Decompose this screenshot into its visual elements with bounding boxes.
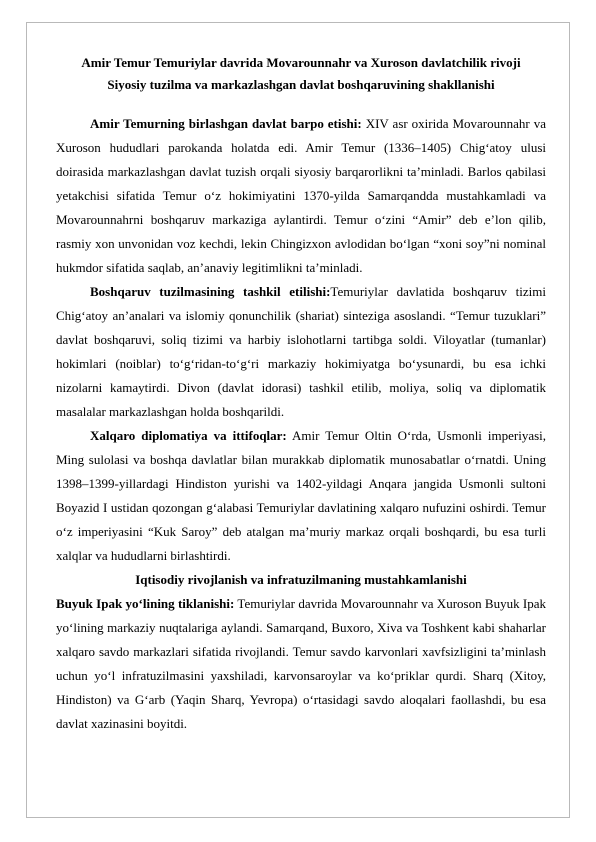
paragraph-lead: Xalqaro diplomatiya va ittifoqlar: [90,428,287,443]
paragraph-text: Temuriylar davlatida boshqaruv tizimi Chig‘atoy an’analari va islomiy qonunchilik (shariat) sinteziga asoslandi. “Temur tuzuklari” davlat boshqaruvi, soliq tizimi va harbiy islohotlarni tartibga soldi. Viloyatlar (tumanlar) hokimlari (noiblar) to‘g‘ridan-to‘g‘ri markaziy hokimiyatga bo‘ysunardi, bu esa ichki nizolarni kamaytirdi. Divon (davlat idorasi) tashkil etilib, moliya, soliq va diplomatik masalalar markazlashgan holda boshqarildi. [56,284,546,419]
paragraph-diplomacy [56,424,546,568]
document-title: Amir Temur Temuriylar davrida Movarounnahr va Xuroson davlatchilik rivoji [81,55,521,70]
paragraph-unified-state [56,112,546,280]
paragraph-text: Temuriylar davrida Movarounnahr va Xuroson Buyuk Ipak yo‘lining markaziy nuqtalariga aylandi. Samarqand, Buxoro, Xiva va Toshkent kabi shaharlar xalqaro savdo markazlari sifatida rivojlandi. Temur savdo karvonlari xavfsizligini ta’minlash uchun yo‘l infratuzilmasini yaxshiladi, karvonsaroylar va ko‘priklar qurdi. Sharq (Xitoy, Hindiston) va G‘arb (Yaqin Sharq, Yevropa) o‘rtasidagi savdo aloqalari faollashdi, bu esa davlat xazinasini boyitdi. [56,596,547,731]
paragraph-text: XIV asr oxirida Movarounnahr va Xuroson hududlari parokanda holatda edi. Amir Temur (1336–1405) Chig‘atoy ulusi doirasida markazlashgan davlat tuzish orqali siyosiy barqarorlikni ta’minladi. Barlos qabilasi yetakchisi sifatida Temur o‘z hokimiyatini 1370-yilda Samarqandda mustahkamladi va Movarounnahrni boshqaruv markaziga aylantirdi. Temur o‘zini “Amir” deb e’lon qilib, rasmiy xon unvonidan voz kechdi, lekin Chingizxon avlodidan bo‘lgan “xoni soy”ni nominal hukmdor sifatida saqlab, an’anaviy legitimlikni ta’minladi. [56,116,546,275]
paragraph-silk-road [56,592,546,736]
section-heading: Iqtisodiy rivojlanish va infratuzilmaning mustahkamlanishi [135,572,467,587]
document-body [56,52,546,736]
paragraph-governance-structure [56,280,546,424]
document-subtitle: Siyosiy tuzilma va markazlashgan davlat boshqaruvining shakllanishi [107,77,495,92]
paragraph-lead: Boshqaruv tuzilmasining tashkil etilishi: [90,284,331,299]
paragraph-lead: Amir Temurning birlashgan davlat barpo etishi: [90,116,362,131]
paragraph-lead: Buyuk Ipak yo‘lining tiklanishi: [56,596,235,611]
paragraph-text: Amir Temur Oltin O‘rda, Usmonli imperiyasi, Ming sulolasi va boshqa davlatlar bilan murakkab diplomatik munosabatlar o‘rnatdi. Uning 1398–1399-yillardagi Hindiston yurishi va 1402-yildagi Anqara jangida Usmonli sultoni Boyazid I ustidan qozongan g‘alabasi Temuriylar davlatining xalqaro nufuzini oshirdi. Temur o‘z imperiyasini “Kuk Saroy” deb atalgan ma’muriy markaz orqali boshqardi, bu esa turli xalqlar va hududlarni birlashtirdi. [56,428,547,563]
